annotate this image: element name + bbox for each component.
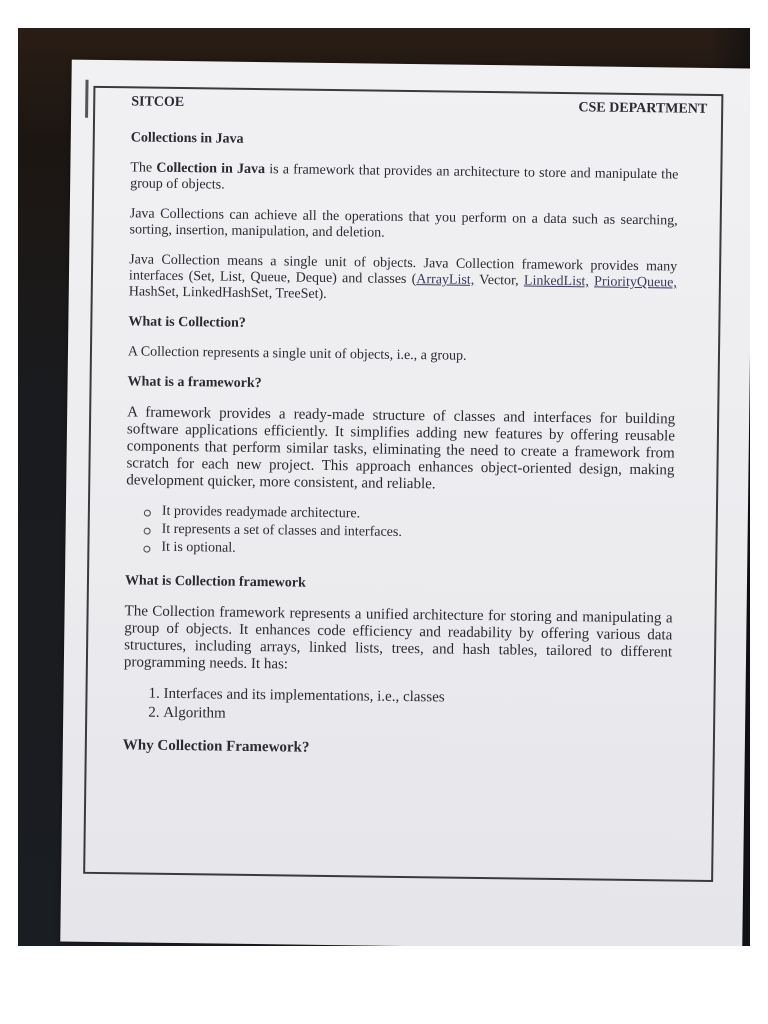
intro-p3-end: HashSet, LinkedHashSet, TreeSet). (128, 284, 327, 302)
bullet-text: It is optional. (161, 539, 236, 556)
collection-framework-list (123, 685, 671, 728)
what-is-collection-heading: What is Collection? (128, 314, 246, 331)
photo-background (18, 28, 750, 946)
priorityqueue-link[interactable]: PriorityQueue, (594, 274, 678, 291)
bullet-text: It provides readymade architecture. (161, 503, 361, 522)
intro-p3-vector: Vector, (474, 272, 525, 289)
what-is-framework-text: A framework provides a ready-made structure of classes and interfaces for building software applications efficiently. It simplifies adding new features by offering reusable components that perform similar tasks, eliminating the need to create a framework from scratch for each new project. This approach enhances object-oriented design, making development quicker, more consistent, and reliable. (126, 404, 676, 493)
what-is-framework-heading: What is a framework? (127, 374, 262, 392)
intro-p1-bold: Collection in Java (156, 160, 266, 178)
page-content (122, 94, 708, 775)
intro-paragraph-1 (130, 160, 678, 199)
bullet-icon (143, 546, 150, 553)
bullet-icon (144, 510, 151, 517)
paper-sheet (60, 60, 750, 946)
numbered-item: 1. Interfaces and its implementations, i.e., classes (163, 686, 671, 710)
intro-paragraph-2: Java Collections can achieve all the operations that you perform on a data such as searching, sorting, insertion, manipulation, and deletion. (129, 206, 678, 241)
page-title: Collections in Java (130, 130, 244, 147)
intro-p1-prefix: The (130, 160, 157, 176)
header-right: CSE DEPARTMENT (578, 100, 708, 117)
bullet-icon (144, 528, 151, 535)
bullet-text: It represents a set of classes and interfaces. (161, 521, 402, 540)
binder-mark (85, 80, 88, 118)
framework-bullet-list (125, 503, 674, 562)
linkedlist-link[interactable]: LinkedList, (523, 273, 589, 290)
header-left: SITCOE (131, 94, 185, 111)
numbered-item: 2. Algorithm (163, 705, 671, 729)
arraylist-link[interactable]: ArrayList, (416, 272, 475, 288)
why-collection-framework-heading: Why Collection Framework? (122, 737, 310, 756)
collection-framework-text: The Collection framework represents a unified architecture for storing and manipulating a group of objects. It enhances code efficiency and readability by offering various data structures, including arrays, linked lists, trees, and hash tables, tailored to different programming needs. It has: (123, 603, 673, 673)
intro-p1-suffix: is a framework that provides an architecture to store and manipulate the group of objects. (130, 162, 679, 193)
intro-paragraph-3 (129, 252, 678, 307)
what-is-collection-text: A Collection represents a single unit of objects, i.e., a group. (127, 344, 467, 364)
collection-framework-heading: What is Collection framework (124, 573, 306, 591)
intro-p3-text: Java Collection means a single unit of objects. Java Collection framework provides many interfaces (Set, List, Queue, Deque) and classes ( (128, 252, 678, 288)
